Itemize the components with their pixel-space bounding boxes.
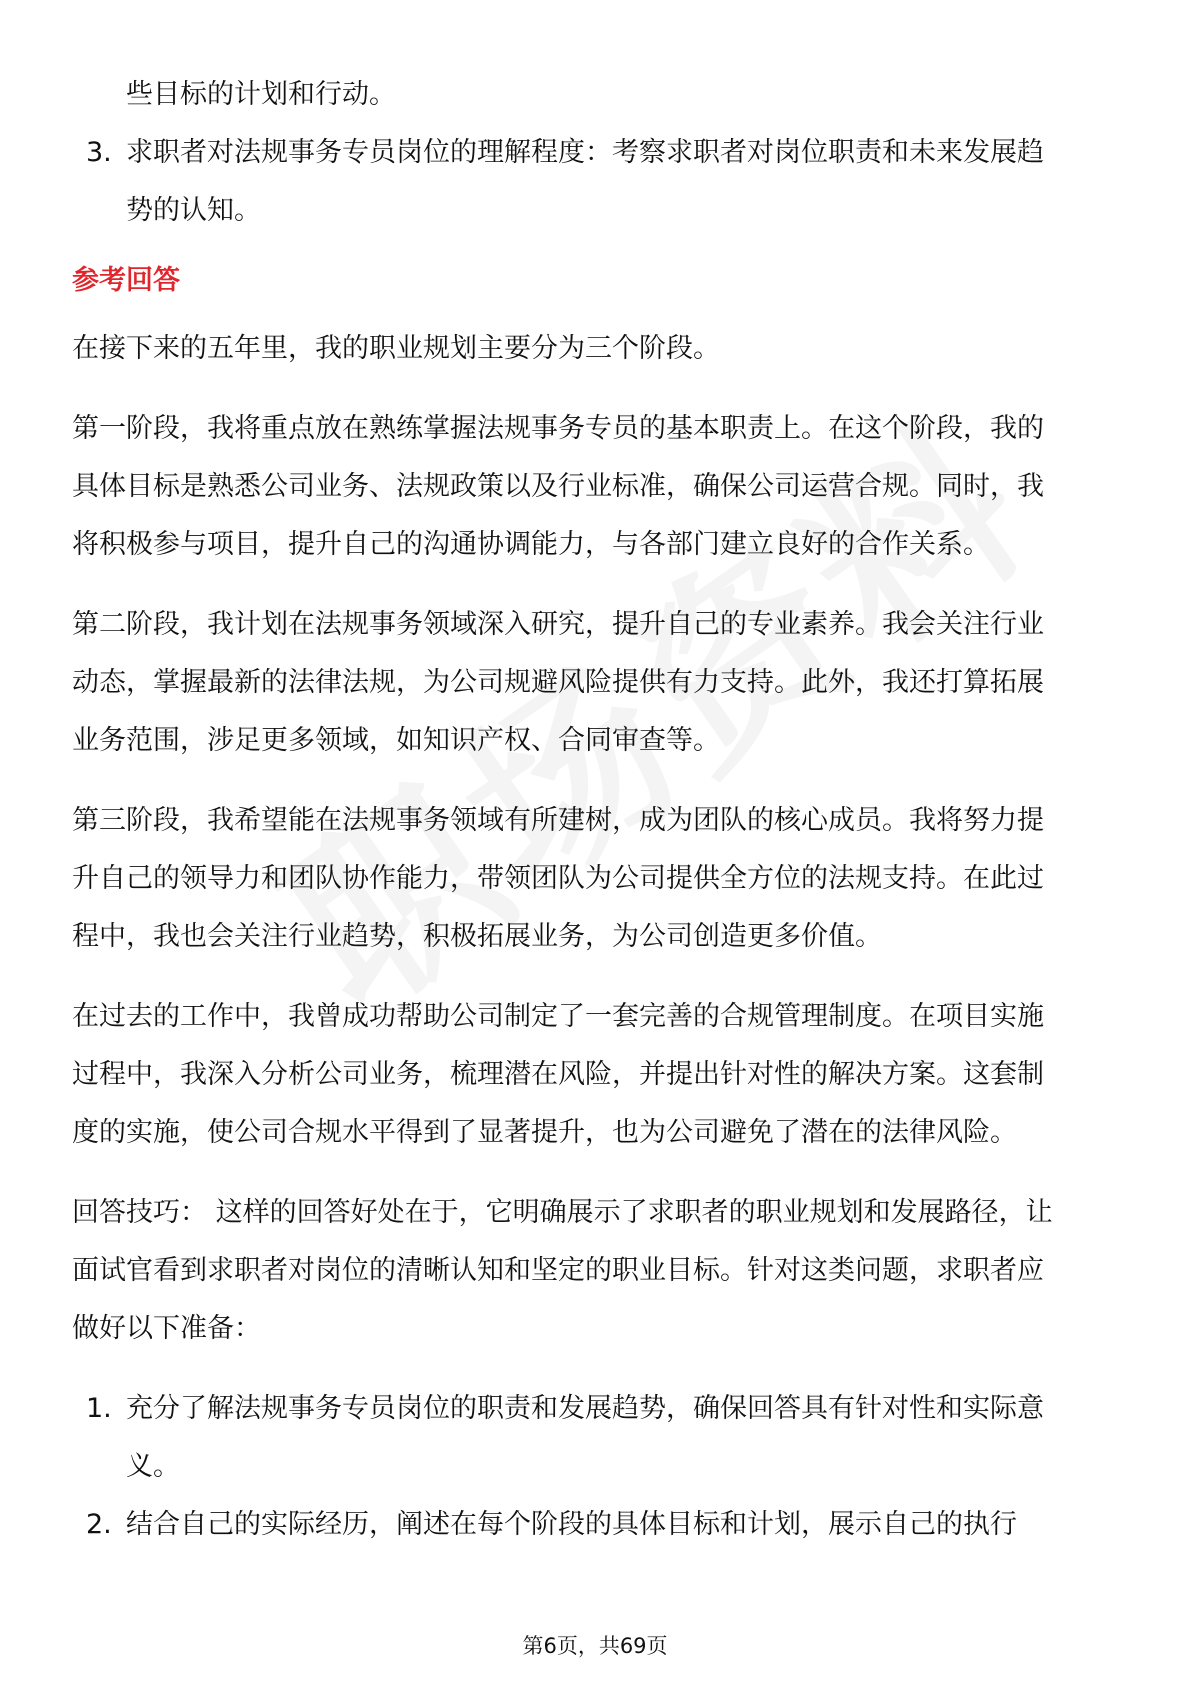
paragraph-line: 动态，掌握最新的法律法规，为公司规避风险提供有力支持。此外，我还打算拓展 [72,667,1044,698]
paragraph-line: 在过去的工作中，我曾成功帮助公司制定了一套完善的合规管理制度。在项目实施 [72,1001,1044,1032]
paragraph-line: 具体目标是熟悉公司业务、法规政策以及行业标准，确保公司运营合规。同时，我 [72,471,1044,502]
page-content [72,66,1132,1554]
paragraph-line: 第一阶段，我将重点放在熟练掌握法规事务专员的基本职责上。在这个阶段，我的 [72,413,1044,444]
paragraph [72,792,1132,966]
page-footer: 第6页，共69页 [522,1634,668,1658]
list-item [72,124,1132,240]
paragraph-line: 过程中，我深入分析公司业务，梳理潜在风险，并提出针对性的解决方案。这套制 [72,1059,1044,1090]
paragraph [72,988,1132,1162]
list-item-text: 势的认知。 [126,195,261,226]
bottom-list [72,1380,1132,1554]
list-item-text: 些目标的计划和行动。 [126,79,396,110]
list-item-text: 充分了解法规事务专员岗位的职责和发展趋势，确保回答具有针对性和实际意 [126,1393,1044,1424]
list-number: 1. [86,1393,112,1424]
paragraph [72,596,1132,770]
paragraph-line: 回答技巧： 这样的回答好处在于，它明确展示了求职者的职业规划和发展路径，让 [72,1197,1053,1228]
paragraph-line: 第二阶段，我计划在法规事务领域深入研究，提升自己的专业素养。我会关注行业 [72,609,1044,640]
list-item [72,1496,1132,1554]
paragraph-line: 升自己的领导力和团队协作能力，带领团队为公司提供全方位的法规支持。在此过 [72,863,1044,894]
paragraph-line: 将积极参与项目，提升自己的沟通协调能力，与各部门建立良好的合作关系。 [72,529,990,560]
paragraph-line: 在接下来的五年里，我的职业规划主要分为三个阶段。 [72,333,720,364]
list-item-text: 求职者对法规事务专员岗位的理解程度：考察求职者对岗位职责和未来发展趋 [126,137,1044,168]
list-item [72,66,1132,124]
paragraph-line: 面试官看到求职者对岗位的清晰认知和坚定的职业目标。针对这类问题，求职者应 [72,1255,1044,1286]
list-number: 2. [86,1509,112,1540]
paragraph-line: 度的实施，使公司合规水平得到了显著提升，也为公司避免了潜在的法律风险。 [72,1117,1017,1148]
top-list [72,66,1132,240]
list-item [72,1380,1132,1496]
paragraph-line: 程中，我也会关注行业趋势，积极拓展业务，为公司创造更多价值。 [72,921,882,952]
section-heading: 参考回答 [72,265,180,296]
paragraph [72,1184,1132,1358]
paragraph-line: 做好以下准备： [72,1313,261,1344]
list-item-text: 结合自己的实际经历，阐述在每个阶段的具体目标和计划，展示自己的执行 [126,1509,1017,1540]
paragraph [72,400,1132,574]
paragraph [72,320,1132,378]
list-number: 3. [86,137,112,168]
paragraph-line: 业务范围，涉足更多领域，如知识产权、合同审查等。 [72,725,720,756]
list-item-text: 义。 [126,1451,180,1482]
paragraph-line: 第三阶段，我希望能在法规事务领域有所建树，成为团队的核心成员。我将努力提 [72,805,1044,836]
